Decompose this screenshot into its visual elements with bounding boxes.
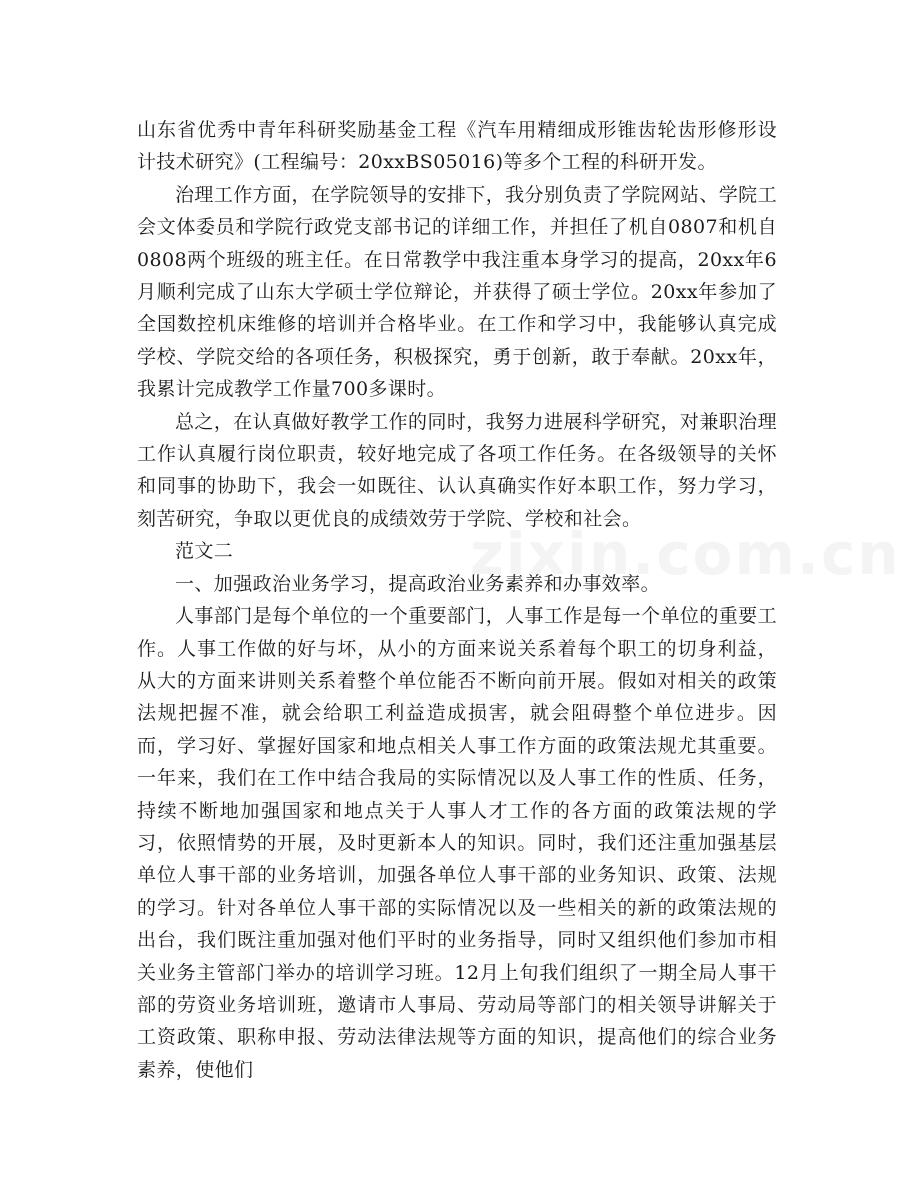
paragraph-2: 治理工作方面，在学院领导的安排下，我分别负责了学院网站、学院工会文体委员和学院行政党支部书记的详细工作，并担任了机自0807和机自0808两个班级的班主任。在日常教学中我注重本身学习的提高，20xx年6月顺利完成了山东大学硕士学位辩论，并获得了硕士学位。20xx年参加了全国数控机床维修的培训并合格毕业。在工作和学习中，我能够认真完成学校、学院交给的各项任务，积极探究，勇于创新，敢于奉献。20xx年，我累计完成教学工作量700多课时。 <box>137 183 777 401</box>
watermark: zixin.com.cn <box>470 520 901 588</box>
paragraph-3: 总之，在认真做好教学工作的同时，我努力进展科学研究，对兼职治理工作认真履行岗位职责，较好地完成了各项工作任务。在各级领导的关怀和同事的协助下，我会一如既往、认认真确实作好本职工作，努力学习，刻苦研究，争取以更优良的成绩效劳于学院、学校和社会。 <box>137 410 777 530</box>
subheading-1: 一、加强政治业务学习，提高政治业务素养和办事效率。 <box>175 572 661 595</box>
document-body <box>137 114 777 1086</box>
paragraph-1: 山东省优秀中青年科研奖励基金工程《汽车用精细成形锥齿轮齿形修形设计技术研究》(工程编号：20xxBS05016)等多个工程的科研开发。 <box>137 119 777 174</box>
section-heading-fanwen-er: 范文二 <box>175 540 234 563</box>
paragraph-4: 人事部门是每个单位的一个重要部门，人事工作是每一个单位的重要工作。人事工作做的好与坏，从小的方面来说关系着每个职工的切身利益，从大的方面来讲则关系着整个单位能否不断向前开展。假如对相关的政策法规把握不准，就会给职工利益造成损害，就会阻碍整个单位进步。因而，学习好、掌握好国家和地点相关人事工作方面的政策法规尤其重要。一年来，我们在工作中结合我局的实际情况以及人事工作的性质、任务，持续不断地加强国家和地点关于人事人才工作的各方面的政策法规的学习，依照情势的开展，及时更新本人的知识。同时，我们还注重加强基层单位人事干部的业务培训，加强各单位人事干部的业务知识、政策、法规的学习。针对各单位人事干部的实际情况以及一些相关的新的政策法规的出台，我们既注重加强对他们平时的业务指导，同时又组织他们参加市相关业务主管部门举办的培训学习班。12月上旬我们组织了一期全局人事干部的劳资业务培训班，邀请市人事局、劳动局等部门的相关领导讲解关于工资政策、职称申报、劳动法律法规等方面的知识，提高他们的综合业务素养，使他们 <box>137 605 777 1081</box>
